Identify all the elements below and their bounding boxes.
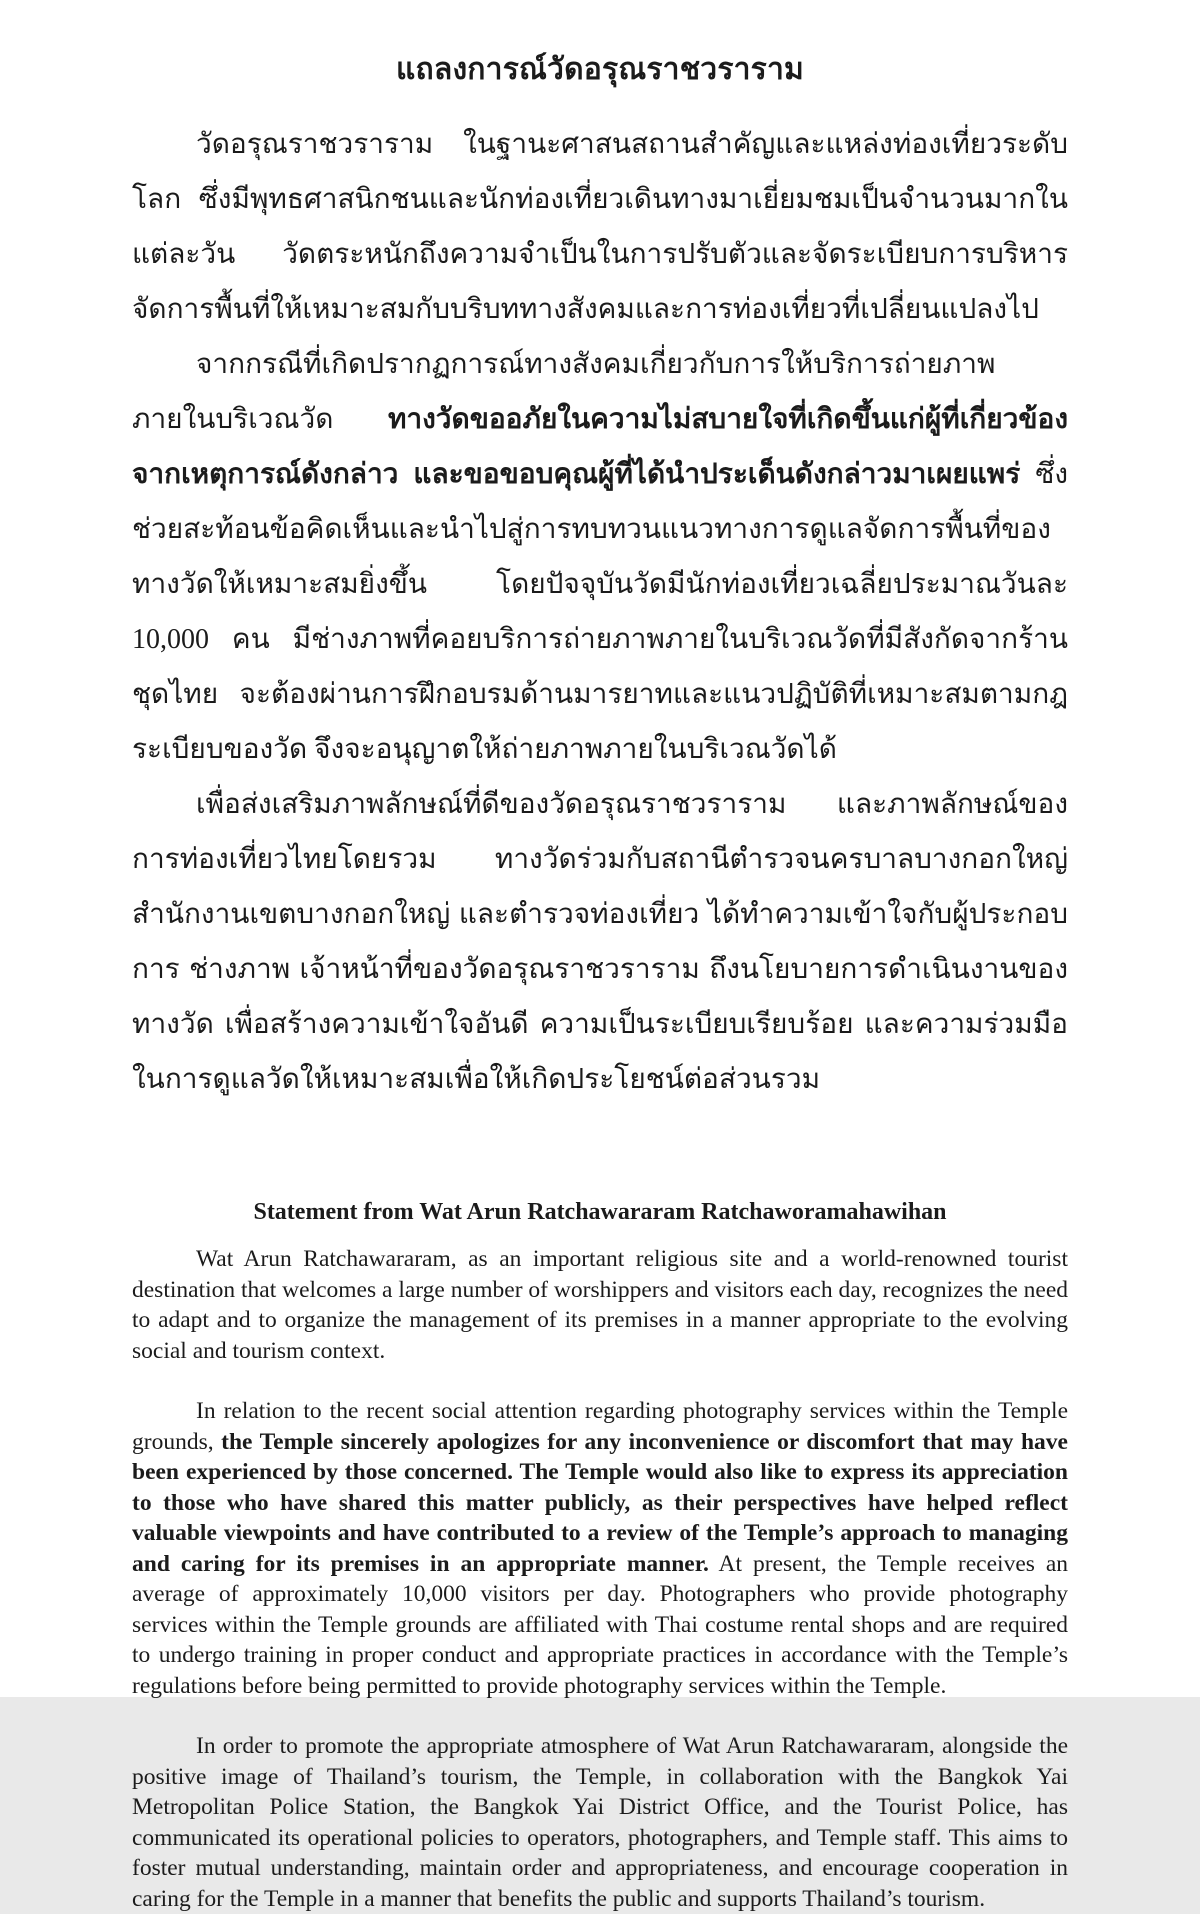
text-run: In order to promote the appropriate atmosphere of Wat Arun Ratchawararam, alongside the positive image of Thailand’s tourism, the Temple, in collaboration with the Bangkok Yai Metropolitan Police Station, the Bangkok Yai District Office, and the Tourist Police, has communicated its operational policies to operators, photographers, and Temple staff. This aims to foster mutual understanding, maintain order and appropriateness, and encourage cooperation in caring for the Temple in a manner that benefits the public and supports Thailand’s tourism. [132,1733,1068,1912]
thai-statement-body [132,117,1068,1107]
text-run: เพื่อส่งเสริมภาพลักษณ์ที่ดีของวัดอรุณราชวราราม และภาพลักษณ์ของการท่องเที่ยวไทยโดยรวม ทางวัดร่วมกับสถานีตำรวจนครบาลบางกอกใหญ่ สำนักงานเขตบางกอกใหญ่ และตำรวจท่องเที่ยว ได้ทำความเข้าใจกับผู้ประกอบการ ช่างภาพ เจ้าหน้าที่ของวัดอรุณราชวราราม ถึงนโยบายการดำเนินงานของทางวัด เพื่อสร้างความเข้าใจอันดี ความเป็นระเบียบเรียบร้อย และความร่วมมือในการดูแลวัดให้เหมาะสมเพื่อให้เกิดประโยชน์ต่อส่วนรวม [132,789,1068,1095]
text-run: In relation to the recent social attention regarding photography services within the Temple grounds, [132,1398,1068,1455]
paragraph [132,1244,1068,1366]
english-statement-heading: Statement from Wat Arun Ratchawararam Ratchaworamahawihan [253,1199,947,1225]
paragraph [132,117,1068,337]
bold-text-run: the Temple sincerely apologizes for any inconvenience or discomfort that may have been experienced by those concerned. The Temple would also like to express its appreciation to those who have shared this matter publicly, as their perspectives have helped reflect valuable viewpoints and have contributed to a review of the Temple’s approach to managing and caring for its premises in an appropriate manner. [132,1428,1068,1577]
paragraph [132,337,1068,777]
paragraph [132,1396,1068,1701]
english-statement-body [132,1244,1068,1914]
paragraph [132,1731,1068,1914]
text-run: ซึ่งช่วยสะท้อนข้อคิดเห็นและนำไปสู่การทบทวนแนวทางการดูแลจัดการพื้นที่ของทางวัดให้เหมาะสมยิ่งขึ้น โดยปัจจุบันวัดมีนักท่องเที่ยวเฉลี่ยประมาณวันละ 10,000 คน มีช่างภาพที่คอยบริการถ่ายภาพภายในบริเวณวัดที่มีสังกัดจากร้านชุดไทย จะต้องผ่านการฝึกอบรมด้านมารยาทและแนวปฏิบัติที่เหมาะสมตามกฎระเบียบของวัด จึงจะอนุญาตให้ถ่ายภาพภายในบริเวณวัดได้ [132,459,1068,765]
thai-statement-title: แถลงการณ์วัดอรุณราชวราราม [395,53,805,86]
text-run: วัดอรุณราชวราราม ในฐานะศาสนสถานสำคัญและแหล่งท่องเที่ยวระดับโลก ซึ่งมีพุทธศาสนิกชนและนักท่องเที่ยวเดินทางมาเยี่ยมชมเป็นจำนวนมากในแต่ละวัน วัดตระหนักถึงความจำเป็นในการปรับตัวและจัดระเบียบการบริหารจัดการพื้นที่ให้เหมาะสมกับบริบททางสังคมและการท่องเที่ยวที่เปลี่ยนแปลงไป [132,129,1068,325]
text-run: At present, the Temple receives an average of approximately 10,000 visitors per day. Photographers who provide photography services within the Temple grounds are affiliated with Thai costume rental shops and are required to undergo training in proper conduct and appropriate practices in accordance with the Temple’s regulations before being permitted to provide photography services within the Temple. [132,1550,1069,1699]
bold-text-run: ทางวัดขออภัยในความไม่สบายใจที่เกิดขึ้นแก่ผู้ที่เกี่ยวข้องจากเหตุการณ์ดังกล่าว และขอขอบคุณผู้ที่ได้นำประเด็นดังกล่าวมาเผยแพร่ [132,404,1068,490]
text-run: จากกรณีที่เกิดปรากฏการณ์ทางสังคมเกี่ยวกับการให้บริการถ่ายภาพภายในบริเวณวัด [132,349,996,435]
paragraph [132,777,1068,1107]
text-run: Wat Arun Ratchawararam, as an important religious site and a world-renowned tourist destination that welcomes a large number of worshippers and visitors each day, recognizes the need to adapt and to organize the management of its premises in a manner appropriate to the evolving social and tourism context. [132,1246,1068,1364]
